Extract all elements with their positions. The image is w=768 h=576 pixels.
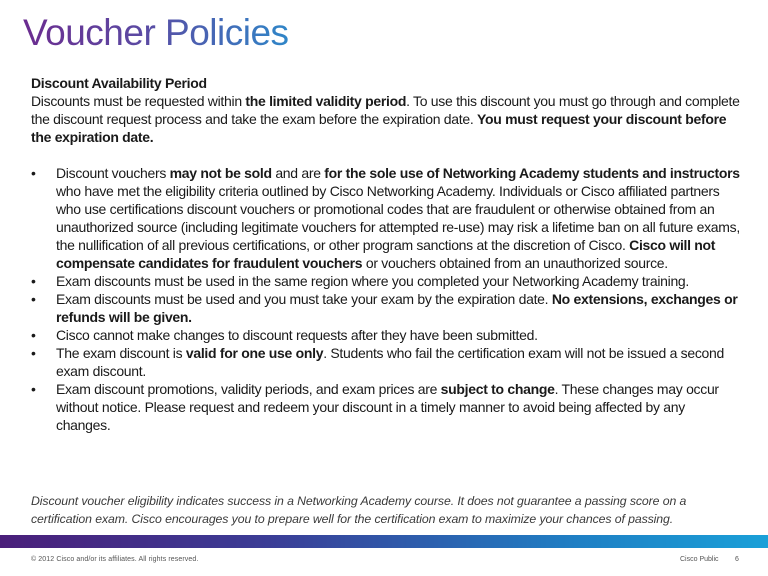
body-text: Exam discounts must be used in the same region where you completed your Networking Academy training. bbox=[56, 273, 690, 289]
emphasis-text: for the sole use of Networking Academy students and instructors bbox=[324, 165, 740, 181]
body-text: . To use this discount you must go through and complete the discount request process and take the exam before the expiration date. bbox=[31, 93, 740, 127]
body-text: who have met the eligibility criteria outlined by Cisco Networking Academy. Individuals or Cisco affiliated partners who use certifications discount vouchers or promotional codes that are fraudulent or otherwise obtained from an unauthorized source (including legitimate vouchers for attempted re-use) may risk a lifetime ban on all future exams, the nullification of all previous certifications, or other program sanctions at the discretion of Cisco. bbox=[56, 183, 740, 253]
bullet-icon: • bbox=[31, 291, 36, 307]
policy-text bbox=[56, 345, 724, 379]
body-text: Discounts must be requested within bbox=[31, 93, 246, 109]
body-text: . These changes may occur without notice. Please request and redeem your discount in a timely manner to avoid being affected by any changes. bbox=[56, 381, 719, 433]
policy-text bbox=[56, 381, 719, 433]
body-text: The exam discount is bbox=[56, 345, 186, 361]
emphasis-text: valid for one use only bbox=[185, 345, 324, 361]
emphasis-text: may not be sold bbox=[169, 165, 272, 181]
bullet-icon: • bbox=[31, 165, 36, 181]
body-text: Discount vouchers bbox=[56, 165, 170, 181]
copyright-text: © 2012 Cisco and/or its affiliates. All rights reserved. bbox=[31, 556, 199, 563]
policy-item bbox=[31, 164, 741, 272]
policy-text bbox=[56, 291, 737, 325]
body-text: Exam discounts must be used and you must take your exam by the expiration date. bbox=[56, 291, 552, 307]
footer-gradient-band bbox=[0, 535, 768, 548]
policy-list bbox=[31, 164, 741, 434]
body-text: and are bbox=[271, 165, 325, 181]
section-heading: Discount Availability Period bbox=[31, 75, 207, 91]
bullet-icon: • bbox=[31, 327, 36, 343]
policy-item bbox=[31, 326, 741, 344]
emphasis-text: You must request your discount before the expiration date. bbox=[31, 111, 727, 145]
slide-title: Voucher Policies bbox=[23, 10, 289, 56]
bullet-icon: • bbox=[31, 381, 36, 397]
policy-text bbox=[56, 327, 538, 343]
bullet-icon: • bbox=[31, 273, 36, 289]
classification-label: Cisco Public bbox=[680, 556, 719, 563]
slide-body bbox=[31, 74, 741, 434]
policy-item bbox=[31, 290, 741, 326]
policy-item bbox=[31, 344, 741, 380]
body-text: Exam discount promotions, validity periods, and exam prices are bbox=[56, 381, 441, 397]
body-text: or vouchers obtained from an unauthorized source. bbox=[362, 255, 668, 271]
policy-item bbox=[31, 380, 741, 434]
intro-paragraph bbox=[31, 92, 741, 146]
bullet-icon: • bbox=[31, 345, 36, 361]
body-text: Cisco cannot make changes to discount requests after they have been submitted. bbox=[56, 327, 538, 343]
page-number: 6 bbox=[735, 556, 739, 563]
emphasis-text: Cisco will not compensate candidates for fraudulent vouchers bbox=[56, 237, 716, 271]
emphasis-text: subject to change bbox=[440, 381, 555, 397]
emphasis-text: No extensions, exchanges or refunds will be given. bbox=[56, 291, 738, 325]
body-text: . Students who fail the certification exam will not be issued a second exam discount. bbox=[56, 345, 724, 379]
policy-item bbox=[31, 272, 741, 290]
disclaimer-note: Discount voucher eligibility indicates success in a Networking Academy course. It does not guarantee a passing score on a certification exam. Cisco encourages you to prepare well for the certification exam to maximize your chances of passing. bbox=[31, 494, 687, 527]
policy-text bbox=[56, 273, 689, 289]
policy-text bbox=[56, 165, 740, 271]
emphasis-text: the limited validity period bbox=[245, 93, 407, 109]
